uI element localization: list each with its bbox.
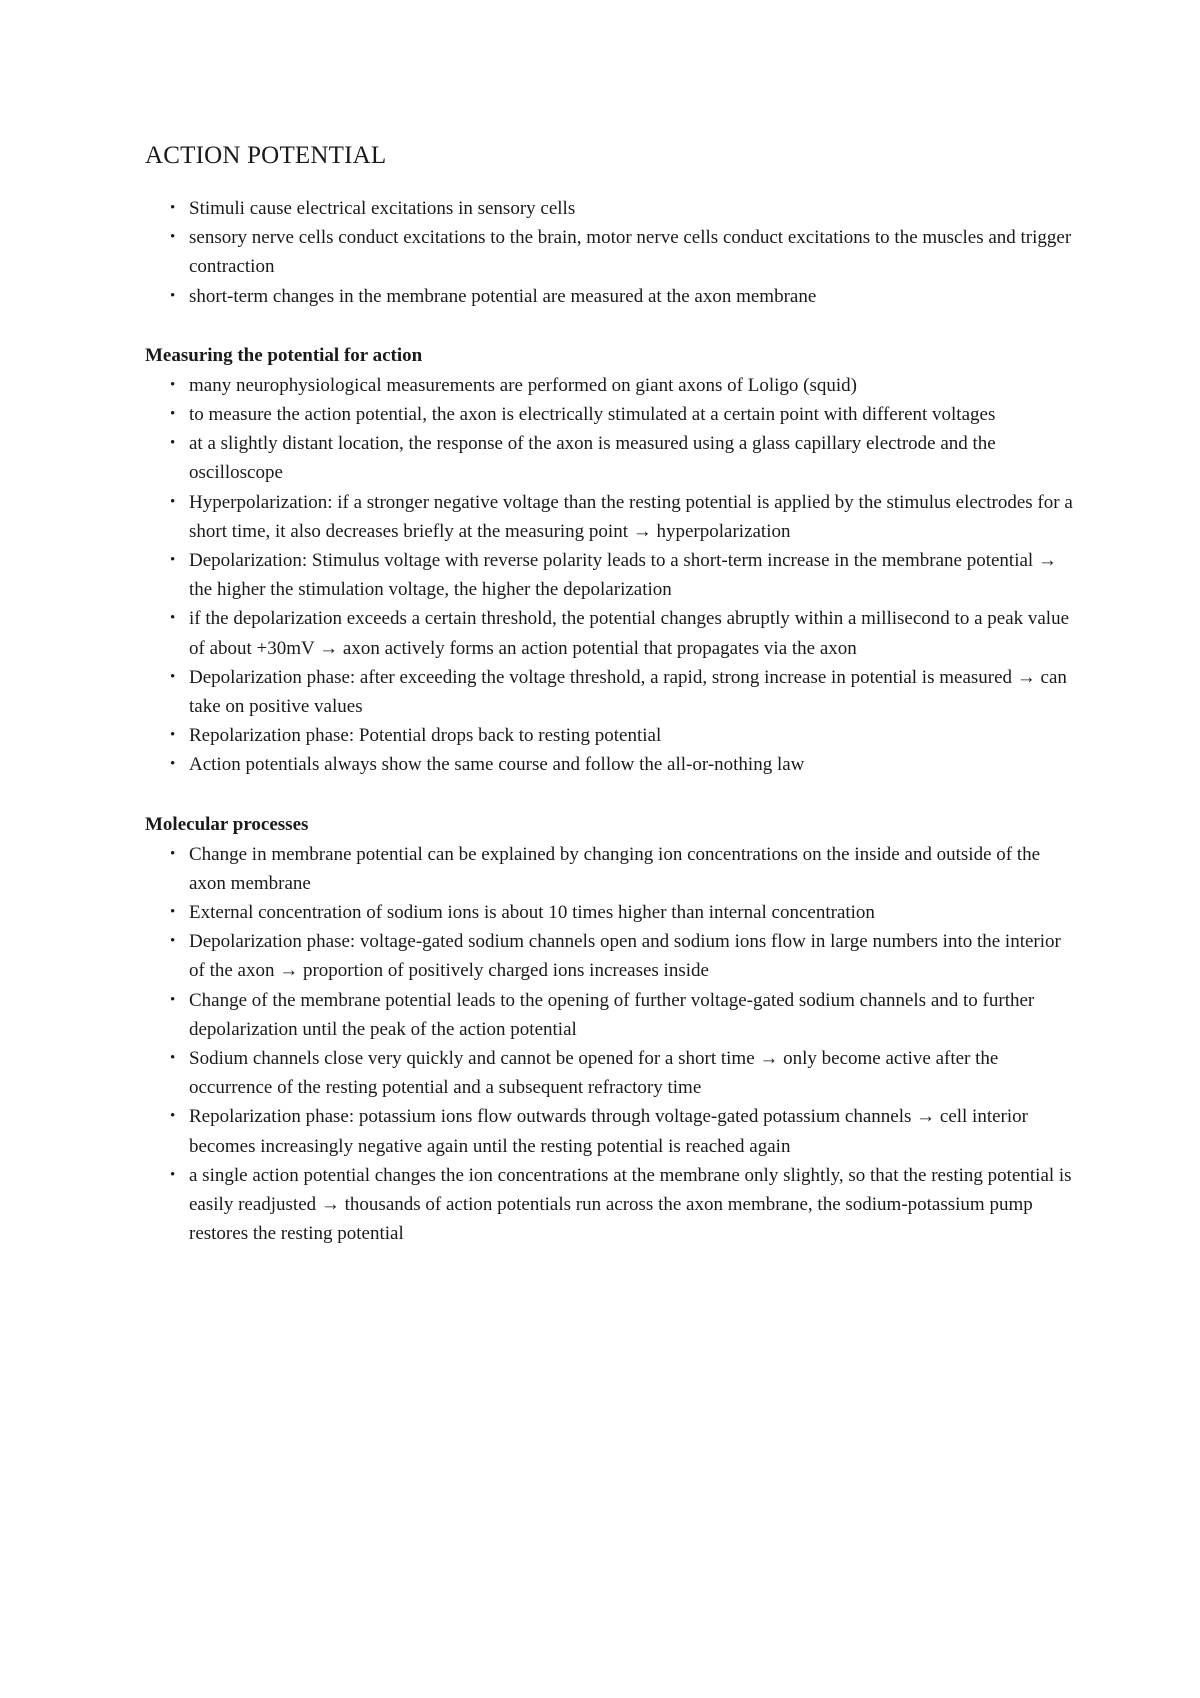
list-item: • Depolarization: Stimulus voltage with reverse polarity leads to a short-term increase in the membrane potential → the higher the stimulation voltage, the higher the depolarization: [189, 546, 1080, 604]
section-spacer: [145, 311, 1080, 341]
section-heading-measuring: Measuring the potential for action: [145, 344, 423, 366]
list-item: • External concentration of sodium ions is about 10 times higher than internal concentration: [189, 898, 1080, 927]
section-heading-molecular: Molecular processes: [145, 813, 309, 835]
list-item: • Action potentials always show the same course and follow the all-or-nothing law: [189, 750, 1080, 779]
intro-list: [145, 194, 1080, 311]
list-item: • to measure the action potential, the axon is electrically stimulated at a certain point with different voltages: [189, 400, 1080, 429]
list-item: • Stimuli cause electrical excitations in sensory cells: [189, 194, 1080, 223]
document-title: ACTION POTENTIAL: [145, 142, 387, 169]
list-item: • at a slightly distant location, the response of the axon is measured using a glass capillary electrode and the oscilloscope: [189, 429, 1080, 487]
list-item: • Hyperpolarization: if a stronger negative voltage than the resting potential is applied by the stimulus electrodes for a short time, it also decreases briefly at the measuring point → hyperpolarization: [189, 488, 1080, 546]
list-item: • Depolarization phase: voltage-gated sodium channels open and sodium ions flow in large numbers into the interior of the axon → proportion of positively charged ions increases inside: [189, 927, 1080, 985]
list-item: • Repolarization phase: Potential drops back to resting potential: [189, 721, 1080, 750]
section-spacer: [145, 780, 1080, 810]
list-item: • if the depolarization exceeds a certain threshold, the potential changes abruptly within a millisecond to a peak value of about +30mV → axon actively forms an action potential that propagates via the axon: [189, 604, 1080, 662]
list-item: • Change in membrane potential can be explained by changing ion concentrations on the inside and outside of the axon membrane: [189, 840, 1080, 898]
list-item: • Change of the membrane potential leads to the opening of further voltage-gated sodium channels and to further depolarization until the peak of the action potential: [189, 986, 1080, 1044]
list-item: • short-term changes in the membrane potential are measured at the axon membrane: [189, 282, 1080, 311]
list-item: • Repolarization phase: potassium ions flow outwards through voltage-gated potassium channels → cell interior becomes increasingly negative again until the resting potential is reached again: [189, 1102, 1080, 1160]
measuring-list: [145, 371, 1080, 780]
list-item: • many neurophysiological measurements are performed on giant axons of Loligo (squid): [189, 371, 1080, 400]
list-item: • Depolarization phase: after exceeding the voltage threshold, a rapid, strong increase in potential is measured → can take on positive values: [189, 663, 1080, 721]
list-item: • Sodium channels close very quickly and cannot be opened for a short time → only become active after the occurrence of the resting potential and a subsequent refractory time: [189, 1044, 1080, 1102]
molecular-list: [145, 840, 1080, 1249]
list-item: • sensory nerve cells conduct excitations to the brain, motor nerve cells conduct excitations to the muscles and trigger contraction: [189, 223, 1080, 281]
list-item: • a single action potential changes the ion concentrations at the membrane only slightly, so that the resting potential is easily readjusted → thousands of action potentials run across the axon membrane, the sodium-potassium pump restores the resting potential: [189, 1161, 1080, 1249]
